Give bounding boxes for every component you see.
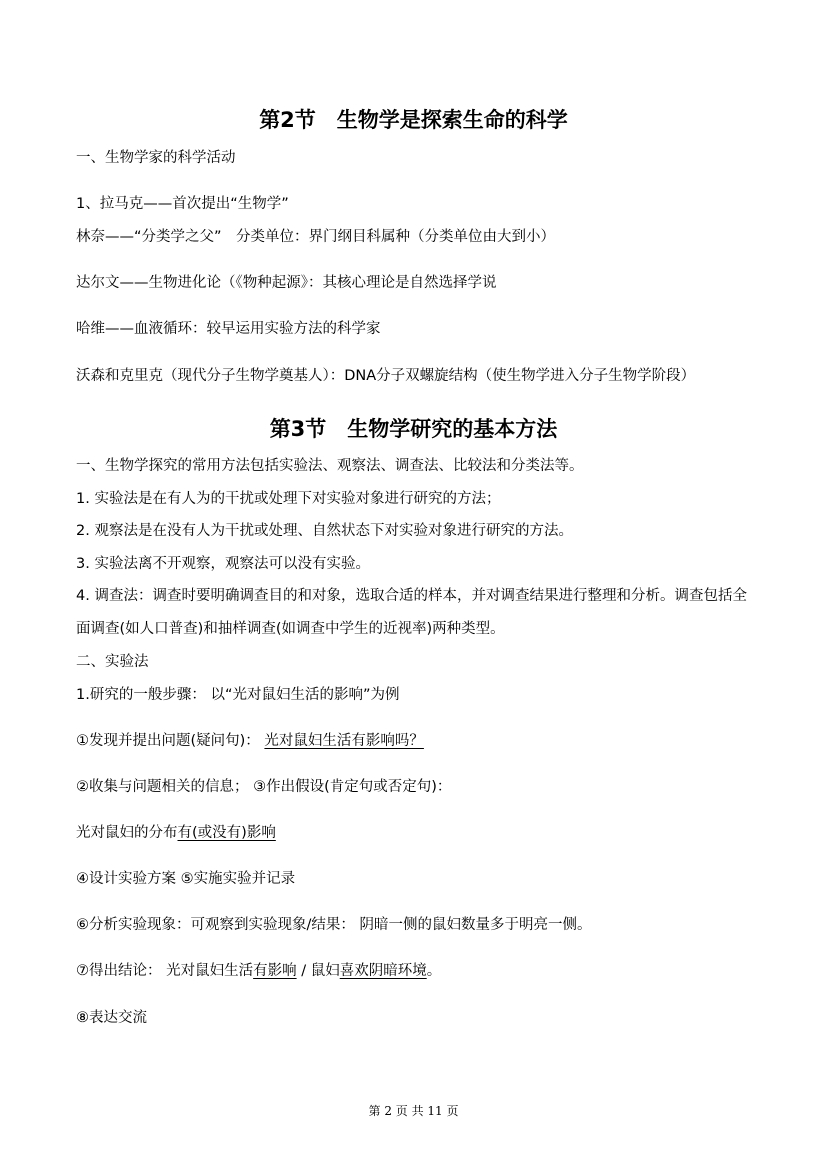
step-7-mid: / 鼠妇: [296, 963, 340, 979]
method-item-4-cont: 面调查(如人口普查)和抽样调查(如调查中学生的近视率)两种类型。: [76, 621, 505, 637]
step-2-3: ②收集与问题相关的信息； ③作出假设(肯定句或否定句)：: [76, 779, 452, 795]
step-1-answer: 光对鼠妇生活有影响吗？: [264, 733, 424, 749]
step-7-prefix: ⑦得出结论： 光对鼠妇生活: [76, 963, 254, 979]
step-7-end: 。: [426, 963, 442, 979]
step-1-prefix: ①发现并提出问题(疑问句)：: [76, 733, 265, 749]
steps-intro: 1.研究的一般步骤： 以“光对鼠妇生活的影响”为例: [76, 687, 400, 703]
step-6: ⑥分析实验现象：可观察到实验现象/结果： 阴暗一侧的鼠妇数量多于明亮一侧。: [76, 917, 592, 933]
scientist-darwin: 达尔文——生物进化论（《物种起源》：其核心理论是自然选择学说: [76, 275, 497, 291]
step-7: [76, 961, 441, 981]
hypothesis-answer: 有(或没有)影响: [177, 825, 276, 841]
section-2-heading: 一、生物学家的科学活动: [76, 150, 236, 166]
method-item-2: 2. 观察法是在没有人为干扰或处理、自然状态下对实验对象进行研究的方法。: [76, 523, 573, 539]
scientist-watson-crick: 沃森和克里克（现代分子生物学奠基人）：DNA分子双螺旋结构（使生物学进入分子生物学阶段）: [76, 368, 696, 384]
hypothesis-prefix: 光对鼠妇的分布: [76, 825, 178, 841]
method-item-1: 1. 实验法是在有人为的干扰或处理下对实验对象进行研究的方法；: [76, 491, 501, 507]
section-3-title: 第3节 生物学研究的基本方法: [269, 417, 558, 441]
page-footer: 第 2 页 共 11 页: [368, 1104, 459, 1118]
scientist-linnaeus: 林奈——“分类学之父” 分类单位：界门纲目科属种（分类单位由大到小）: [76, 229, 556, 245]
methods-intro: 一、生物学探究的常用方法包括实验法、观察法、调查法、比较法和分类法等。: [76, 458, 584, 474]
scientist-lamarck: 1、拉马克——首次提出“生物学”: [76, 196, 289, 212]
section-2-title: 第2节 生物学是探索生命的科学: [259, 108, 568, 132]
method-item-3: 3. 实验法离不开观察，观察法可以没有实验。: [76, 556, 370, 572]
step-4-5: ④设计实验方案 ⑤实施实验并记录: [76, 871, 296, 887]
method-item-4: 4. 调查法：调查时要明确调查目的和对象，选取合适的样本，并对调查结果进行整理和分析。调查包括全: [76, 588, 747, 604]
experiment-heading: 二、实验法: [76, 654, 149, 670]
step-7-answer-2: 喜欢阴暗环境: [339, 963, 427, 979]
step-1: [76, 731, 424, 751]
hypothesis: [76, 823, 276, 843]
scientist-harvey: 哈维——血液循环：较早运用实验方法的科学家: [76, 321, 381, 337]
step-7-answer-1: 有影响: [253, 963, 297, 979]
step-8: ⑧表达交流: [76, 1010, 147, 1026]
